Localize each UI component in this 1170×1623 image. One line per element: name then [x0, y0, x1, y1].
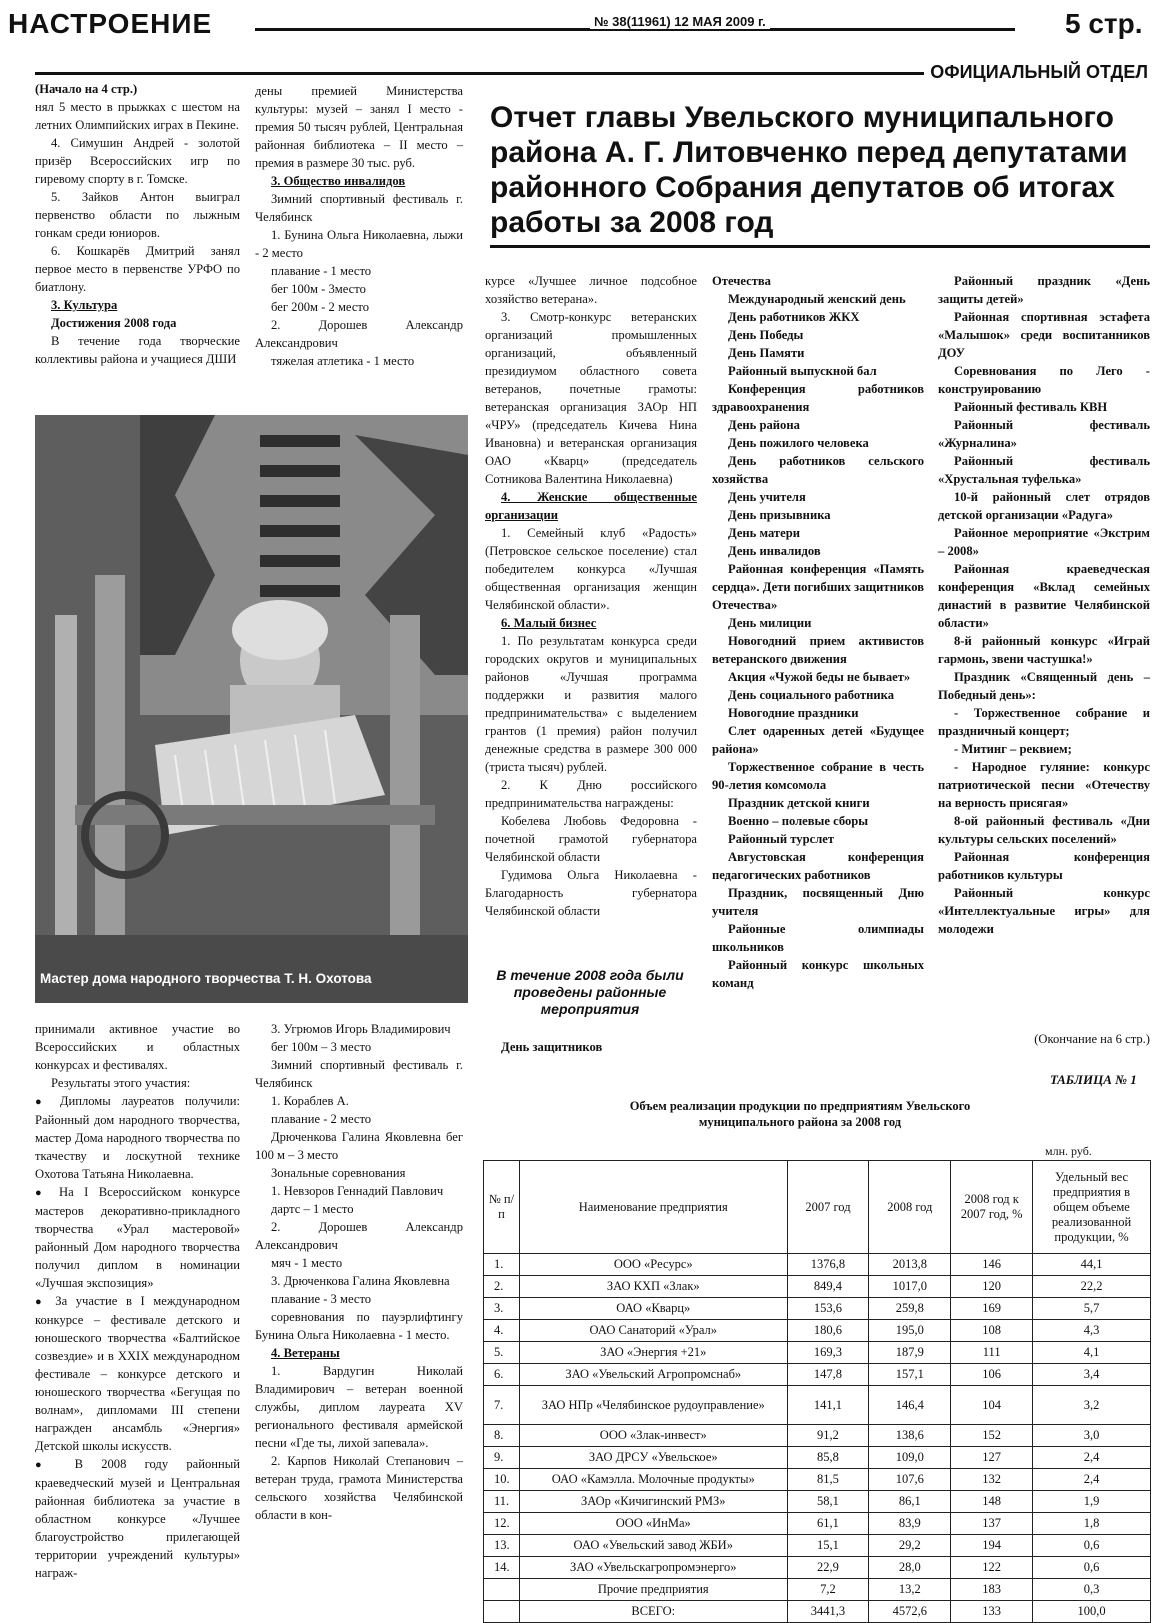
paragraph: 1. Вардугин Николай Владимирович – ветеран военной службы, диплом лауреата XV регионального фестиваля армейской песни «Где ты, лихой запевала». [255, 1364, 463, 1450]
table-header-row [484, 1161, 1151, 1254]
share-percent: 44,1 [1033, 1254, 1151, 1276]
paragraph: 1. Бунина Ольга Николаевна, лыжи - 2 место [255, 228, 463, 260]
event-item: Районное мероприятие «Экстрим – 2008» [938, 526, 1150, 558]
share-percent: 1,8 [1033, 1513, 1151, 1535]
value-2008: 195,0 [869, 1320, 951, 1342]
row-number: 12. [484, 1513, 520, 1535]
event-item: Праздник «Священный день – Победный день»: [938, 670, 1150, 702]
paragraph: 1. Невзоров Геннадий Павлович [271, 1184, 444, 1198]
value-2007: 141,1 [787, 1386, 869, 1425]
value-2007: 15,1 [787, 1535, 869, 1557]
row-number [484, 1579, 520, 1601]
event-item: День Памяти [728, 346, 805, 360]
value-2008: 29,2 [869, 1535, 951, 1557]
table-body [484, 1254, 1151, 1623]
column-4-events [712, 272, 924, 992]
table-unit: млн. руб. [1045, 1144, 1092, 1158]
ratio-percent: 194 [951, 1535, 1033, 1557]
share-percent: 5,7 [1033, 1298, 1151, 1320]
event-item: Районный конкурс «Интеллектуальные игры» для молодежи [938, 886, 1150, 936]
ratio-percent: 106 [951, 1364, 1033, 1386]
value-2007: 58,1 [787, 1491, 869, 1513]
event-item: Районная конференция «Память сердца». Дети погибших защитников Отечества» [712, 562, 924, 612]
share-percent: 2,4 [1033, 1469, 1151, 1491]
event-item: Районный выпускной бал [728, 364, 877, 378]
event-item: - Митинг – реквием; [954, 742, 1072, 756]
paragraph: 2. К Дню российского предпринимательства награждены: [485, 778, 697, 810]
event-item: - Торжественное собрание и праздничный концерт; [938, 706, 1150, 738]
paragraph: дены премией Министерства культуры: музей – занял I место - премия 50 тысяч рублей, Центральная районная библиотека – II место – премия в размере 30 тыс. руб. [255, 84, 463, 170]
event-item: Военно – полевые сборы [728, 814, 869, 828]
row-number: 4. [484, 1320, 520, 1342]
row-number: 3. [484, 1298, 520, 1320]
bullet-item: ● На I Всероссийском конкурсе мастеров декоративно-прикладного творчества «Урал мастеровой» районный Дом народного творчества получил диплом в номинации «Лучшая экспозиция» [35, 1183, 240, 1292]
enterprise-name: ООО «ИнМа» [519, 1513, 787, 1535]
share-percent: 0,6 [1033, 1557, 1151, 1579]
ratio-percent: 108 [951, 1320, 1033, 1342]
value-2007: 153,6 [787, 1298, 869, 1320]
bullet-item: ● В 2008 году районный краеведческий музей и Центральная районная библиотека за участие в областном конкурсе «Лучшее благоустройство прилегающей территории учреждений культуры» награж- [35, 1455, 240, 1582]
row-number: 14. [484, 1557, 520, 1579]
event-item: День матери [728, 526, 800, 540]
enterprise-name: ОАО Санаторий «Урал» [519, 1320, 787, 1342]
share-percent: 1,9 [1033, 1491, 1151, 1513]
continued-from: (Начало на 4 стр.) [35, 82, 138, 96]
value-2008: 4572,6 [869, 1601, 951, 1623]
event-item: День призывника [728, 508, 831, 522]
event-item: Районная спортивная эстафета «Малышок» среди воспитанников ДОУ [938, 310, 1150, 360]
paragraph: бег 200м - 2 место [271, 300, 370, 314]
subheading-disabled: 3. Общество инвалидов [271, 174, 406, 188]
table-label: ТАБЛИЦА № 1 [1050, 1072, 1137, 1087]
subheading-achievements: Достижения 2008 года [51, 316, 177, 330]
col-header-2008: 2008 год [869, 1161, 951, 1254]
value-2008: 2013,8 [869, 1254, 951, 1276]
event-item: День района [728, 418, 800, 432]
event-item: Районная конференция работников культуры [938, 850, 1150, 882]
paragraph: 3. Смотр-конкурс ветеранских организаций промышленных организаций, объявленный президиумом областного совета ветеранов, почетные грамоты: ветеранская организация ЗАОр НП «ЧРУ» (председатель Кичева Нина Ивановна) и ветеранская организация ОАО «Кварц» (председатель Сотникова Валентина Николаевна) [485, 310, 697, 486]
row-number: 7. [484, 1386, 520, 1425]
enterprise-name: Прочие предприятия [519, 1579, 787, 1601]
enterprise-name: ЗАО КХП «Злак» [519, 1276, 787, 1298]
enterprise-name: ЗАОр «Кичигинский РМЗ» [519, 1491, 787, 1513]
value-2008: 13,2 [869, 1579, 951, 1601]
article-title: Отчет главы Увельского муниципального района А. Г. Литовченко перед депутатами районного Собрания депутатов об итогах работы за 2008 год [490, 101, 1128, 239]
table-row [484, 1535, 1151, 1557]
event-item: Районные олимпиады школьников [712, 922, 924, 954]
ratio-percent: 104 [951, 1386, 1033, 1425]
col-header-share: Удельный вес предприятия в общем объеме реализованной продукции, % [1033, 1161, 1151, 1254]
row-number: 8. [484, 1425, 520, 1447]
paragraph: соревнования по пауэрлифтингу Бунина Ольга Николаевна - 1 место. [255, 1310, 463, 1342]
table-row [484, 1469, 1151, 1491]
rubric-label: ОФИЦИАЛЬНЫЙ ОТДЕЛ [924, 62, 1148, 83]
paragraph: Зимний спортивный фестиваль г. Челябинск [255, 192, 463, 224]
event-item: День инвалидов [728, 544, 821, 558]
ratio-percent: 146 [951, 1254, 1033, 1276]
row-number: 10. [484, 1469, 520, 1491]
paragraph: 1. Семейный клуб «Радость» (Петровское сельское поселение) стал победителем конкурса «Лучшая общественная организация женщин Челябинской области». [485, 526, 697, 612]
continued-to: (Окончание на 6 стр.) [1034, 1032, 1150, 1046]
value-2008: 1017,0 [869, 1276, 951, 1298]
table-row [484, 1513, 1151, 1535]
col-header-number: № п/п [484, 1161, 520, 1254]
paragraph: Зимний спортивный фестиваль г. Челябинск [255, 1058, 463, 1090]
event-item: Торжественное собрание в честь 90-летия комсомола [712, 760, 924, 792]
paragraph: плавание - 2 место [271, 1112, 372, 1126]
ratio-percent: 132 [951, 1469, 1033, 1491]
table-row [484, 1425, 1151, 1447]
event-item: Районный фестиваль КВН [954, 400, 1108, 414]
enterprise-name: ОАО «Камэлла. Молочные продукты» [519, 1469, 787, 1491]
table-row [484, 1320, 1151, 1342]
event-item: День защитников [501, 1040, 603, 1054]
event-item: - Народное гуляние: конкурс патриотической песни «Отечеству на верность присягая» [938, 760, 1150, 810]
event-item: Конференция работников здравоохранения [712, 382, 924, 414]
enterprise-name: ЗАО ДРСУ «Увельское» [519, 1447, 787, 1469]
paragraph: 4. Симушин Андрей - золотой призёр Всероссийских игр по гиревому спорту в г. Томске. [35, 136, 240, 186]
row-number: 13. [484, 1535, 520, 1557]
event-item: Соревнования по Лего - конструированию [938, 364, 1150, 396]
event-item: Районная краеведческая конференция «Вклад семейных династий в развитие Челябинской области» [938, 562, 1150, 630]
value-2007: 22,9 [787, 1557, 869, 1579]
event-item: Праздник, посвященный Дню учителя [712, 886, 924, 918]
column-2-top [255, 82, 463, 370]
paragraph: курсе «Лучшее личное подсобное хозяйство ветерана». [485, 274, 697, 306]
value-2007: 7,2 [787, 1579, 869, 1601]
ratio-percent: 111 [951, 1342, 1033, 1364]
paragraph: Результаты этого участия: [51, 1076, 191, 1090]
event-item: Праздник детской книги [728, 796, 870, 810]
col-header-name: Наименование предприятия [519, 1161, 787, 1254]
ratio-percent: 137 [951, 1513, 1033, 1535]
ratio-percent: 122 [951, 1557, 1033, 1579]
paragraph: 1. По результатам конкурса среди городских округов и муниципальных районов «Лучшая программа поддержки и развития малого предпринимательства» с выделением грантов (1 премия) район получил денежные средства в размере 300 000 (триста тысяч) рублей. [485, 634, 697, 774]
share-percent: 22,2 [1033, 1276, 1151, 1298]
column-1-top [35, 80, 240, 368]
col-header-2007: 2007 год [787, 1161, 869, 1254]
enterprise-name: ООО «Ресурс» [519, 1254, 787, 1276]
enterprise-name: ЗАО «Увельский Агропромснаб» [519, 1364, 787, 1386]
issue-info: № 38(11961) 12 МАЯ 2009 г. [590, 14, 770, 29]
event-item: Акция «Чужой беды не бывает» [728, 670, 911, 684]
value-2007: 147,8 [787, 1364, 869, 1386]
value-2007: 849,4 [787, 1276, 869, 1298]
paragraph: плавание - 3 место [271, 1292, 372, 1306]
event-item: Отечества [712, 274, 771, 288]
paragraph: тяжелая атлетика - 1 место [271, 354, 415, 368]
continued-note [990, 1030, 1150, 1048]
paragraph: бег 100м - 3место [271, 282, 366, 296]
row-number: 2. [484, 1276, 520, 1298]
ratio-percent: 152 [951, 1425, 1033, 1447]
paragraph: Кобелева Любовь Федоровна - почетной грамотой губернатора Челябинской области [485, 814, 697, 864]
paragraph: нял 5 место в прыжках с шестом на летних Олимпийских играх в Пекине. [35, 100, 240, 132]
paragraph: плавание - 1 место [271, 264, 372, 278]
event-item: Слет одаренных детей «Будущее района» [712, 724, 924, 756]
column-5-events [938, 272, 1150, 938]
value-2008: 259,8 [869, 1298, 951, 1320]
event-item: 8-ой районный фестиваль «Дни культуры сельских поселений» [938, 814, 1150, 846]
subheading-veterans: 4. Ветераны [271, 1346, 340, 1360]
paragraph: 3. Дрюченкова Галина Яковлевна [271, 1274, 450, 1288]
share-percent: 0,3 [1033, 1579, 1151, 1601]
event-item: Новогодние праздники [728, 706, 859, 720]
enterprise-name: ООО «Злак-инвест» [519, 1425, 787, 1447]
section-title: НАСТРОЕНИЕ [8, 8, 213, 39]
event-item: Районный фестиваль «Журналина» [938, 418, 1150, 450]
event-item: Районный фестиваль «Хрустальная туфелька» [938, 454, 1150, 486]
row-number: 5. [484, 1342, 520, 1364]
event-item: День работников ЖКХ [728, 310, 860, 324]
ratio-percent: 183 [951, 1579, 1033, 1601]
page-number: 5 стр. [1065, 8, 1143, 39]
paragraph: 6. Кошкарёв Дмитрий занял первое место в первенстве УРФО по биатлону. [35, 244, 240, 294]
bullet-item: ● Дипломы лауреатов получили: Районный дом народного творчества, мастер Дома народного творчества по ткачеству и лоскутной технике Охотова Татьяна Николаевна. [35, 1092, 240, 1183]
enterprise-name: ЗАО НПр «Челябинское рудоуправление» [519, 1386, 787, 1425]
paragraph: Дрюченкова Галина Яковлевна бег 100 м – 3 место [255, 1130, 463, 1162]
sales-table [483, 1160, 1151, 1623]
paragraph: 2. Дорошев Александр Александрович [255, 1220, 463, 1252]
paragraph: 3. Угрюмов Игорь Владимирович [271, 1022, 451, 1036]
row-number [484, 1601, 520, 1623]
value-2007: 85,8 [787, 1447, 869, 1469]
table-row [484, 1254, 1151, 1276]
value-2008: 86,1 [869, 1491, 951, 1513]
table-row [484, 1342, 1151, 1364]
paragraph: 2. Карпов Николай Степанович – ветеран труда, грамота Министерства сельского хозяйства Челябинской области в кон- [255, 1454, 463, 1522]
value-2008: 187,9 [869, 1342, 951, 1364]
column-1-bottom [35, 1020, 240, 1582]
share-percent: 3,2 [1033, 1386, 1151, 1425]
share-percent: 0,6 [1033, 1535, 1151, 1557]
column-2-bottom [255, 1020, 463, 1524]
subheading-business: 6. Малый бизнес [501, 616, 597, 630]
value-2008: 107,6 [869, 1469, 951, 1491]
row-number: 9. [484, 1447, 520, 1469]
event-item: День учителя [728, 490, 806, 504]
title-rule [490, 245, 1150, 248]
paragraph: 5. Зайков Антон выиграл первенство области по лыжным гонкам среди юниоров. [35, 190, 240, 240]
value-2007: 1376,8 [787, 1254, 869, 1276]
event-item: Районный праздник «День защиты детей» [938, 274, 1150, 306]
value-2008: 138,6 [869, 1425, 951, 1447]
event-item: Районный турслет [728, 832, 835, 846]
paragraph: 2. Дорошев Александр Александрович [255, 318, 463, 350]
event-item: Районный конкурс школьных команд [712, 958, 924, 990]
event-item: Международный женский день [728, 292, 906, 306]
enterprise-name: ВСЕГО: [519, 1601, 787, 1623]
share-percent: 100,0 [1033, 1601, 1151, 1623]
paragraph: принимали активное участие во Всероссийских и областных конкурсах и фестивалях. [35, 1022, 240, 1072]
value-2007: 61,1 [787, 1513, 869, 1535]
bullet-item: ● За участие в I международном конкурсе – фестивале детского и юношеского творчества «Балтийское созвездие» и в XXIX международном фестивале – конкурсе детского и юношеского творчества «Бегущая по волнам», дипломами III степени награжден ансамбль «Энергия» Детской школы искусств. [35, 1292, 240, 1455]
event-item: День пожилого человека [728, 436, 869, 450]
enterprise-name: ЗАО «Энергия +21» [519, 1342, 787, 1364]
share-percent: 3,4 [1033, 1364, 1151, 1386]
col-header-ratio: 2008 год к 2007 год, % [951, 1161, 1033, 1254]
event-item: 10-й районный слет отрядов детской организации «Радуга» [938, 490, 1150, 522]
table-row [484, 1298, 1151, 1320]
ratio-percent: 148 [951, 1491, 1033, 1513]
table-row [484, 1491, 1151, 1513]
share-percent: 4,1 [1033, 1342, 1151, 1364]
enterprise-name: ОАО «Кварц» [519, 1298, 787, 1320]
event-item: День социального работника [728, 688, 895, 702]
photo-caption: Мастер дома народного творчества Т. Н. Охотова [40, 971, 372, 986]
loom-illustration [35, 415, 468, 1003]
events-heading: В течение 2008 года были проведены районные мероприятия [496, 967, 684, 1017]
value-2007: 81,5 [787, 1469, 869, 1491]
events-start [485, 1038, 697, 1056]
value-2007: 3441,3 [787, 1601, 869, 1623]
paragraph: бег 100м – 3 место [271, 1040, 372, 1054]
value-2008: 28,0 [869, 1557, 951, 1579]
share-percent: 3,0 [1033, 1425, 1151, 1447]
value-2007: 169,3 [787, 1342, 869, 1364]
enterprise-name: ЗАО «Увельскагропромэнерго» [519, 1557, 787, 1579]
ratio-percent: 120 [951, 1276, 1033, 1298]
event-item: День работников сельского хозяйства [712, 454, 924, 486]
paragraph: Зональные соревнования [271, 1166, 406, 1180]
table-row [484, 1386, 1151, 1425]
paragraph: Гудимова Ольга Николаевна - Благодарность губернатора Челябинской области [485, 868, 697, 918]
table-row [484, 1276, 1151, 1298]
event-item: День милиции [728, 616, 812, 630]
value-2008: 83,9 [869, 1513, 951, 1535]
column-3 [485, 272, 697, 920]
row-number: 11. [484, 1491, 520, 1513]
table-row [484, 1601, 1151, 1623]
weaver-photo [35, 415, 468, 1003]
value-2007: 180,6 [787, 1320, 869, 1342]
enterprise-name: ОАО «Увельский завод ЖБИ» [519, 1535, 787, 1557]
event-item: День Победы [728, 328, 804, 342]
event-item: Новогодний прием активистов ветеранского движения [712, 634, 924, 666]
table-title: Объем реализации продукции по предприятиям Увельского муниципального района за 2008 год [629, 1099, 971, 1129]
table-row [484, 1579, 1151, 1601]
share-percent: 4,3 [1033, 1320, 1151, 1342]
paragraph: мяч - 1 место [271, 1256, 343, 1270]
table-row [484, 1447, 1151, 1469]
value-2008: 157,1 [869, 1364, 951, 1386]
ratio-percent: 127 [951, 1447, 1033, 1469]
share-percent: 2,4 [1033, 1447, 1151, 1469]
ratio-percent: 133 [951, 1601, 1033, 1623]
event-item: Августовская конференция педагогических работников [712, 850, 924, 882]
event-item: 8-й районный конкурс «Играй гармонь, звени частушка!» [938, 634, 1150, 666]
subheading-culture: 3. Культура [51, 298, 118, 312]
ratio-percent: 169 [951, 1298, 1033, 1320]
value-2007: 91,2 [787, 1425, 869, 1447]
paragraph: В течение года творческие коллективы района и учащиеся ДШИ [35, 334, 240, 366]
row-number: 1. [484, 1254, 520, 1276]
value-2008: 109,0 [869, 1447, 951, 1469]
row-number: 6. [484, 1364, 520, 1386]
paragraph: дартс – 1 место [271, 1202, 354, 1216]
table-row [484, 1364, 1151, 1386]
value-2008: 146,4 [869, 1386, 951, 1425]
subheading-women: 4. Женские общественные организации [485, 490, 697, 522]
paragraph: 1. Кораблев А. [271, 1094, 349, 1108]
table-row [484, 1557, 1151, 1579]
